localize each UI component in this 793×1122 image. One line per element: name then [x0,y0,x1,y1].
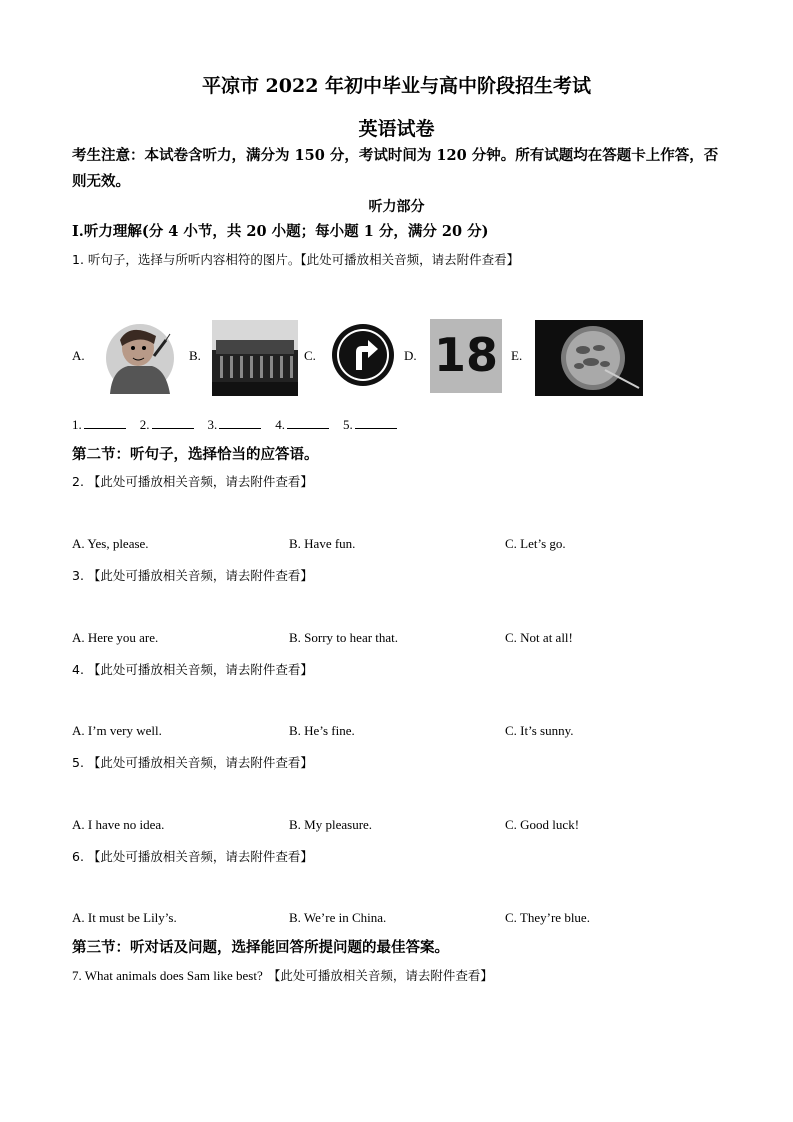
building-photo-icon [212,320,298,396]
picture-label-a: A. [72,348,85,363]
boy-with-injection-icon [100,318,178,394]
option-2c: C. Let’s go. [505,536,566,551]
question-2: 2. 【此处可播放相关音频，请去附件查看】 [72,474,313,489]
answer-blank-1[interactable] [84,416,126,429]
exam-notice: 考生注意：本试卷含听力，满分为 150 分，考试时间为 120 分钟。所有试题均在答题卡上作答，否则无效。 [72,147,719,190]
option-5b: B. My pleasure. [289,817,373,832]
picture-label-c: C. [304,348,316,363]
option-4a: A. I’m very well. [72,723,162,738]
answer-blank-5[interactable] [355,416,397,429]
option-6a: A. It must be Lily’s. [72,910,177,925]
picture-label-d: D. [404,348,417,363]
question-4: 4. 【此处可播放相关音频，请去附件查看】 [72,662,313,677]
picture-label-b: B. [189,348,201,363]
option-4c: C. It’s sunny. [505,723,574,738]
part-title: 听力部分 [368,199,425,215]
blank-label-1: 1. [72,417,82,432]
option-5a: A. I have no idea. [72,817,165,832]
question-7-audio: 【此处可播放相关音频，请去附件查看】 [267,968,493,983]
answer-blank-4[interactable] [287,416,329,429]
option-2a: A. Yes, please. [72,536,149,551]
option-3b: B. Sorry to hear that. [289,630,399,645]
option-6b: B. We’re in China. [289,910,387,925]
section1-title: I.听力理解(分 4 小节，共 20 小题；每小题 1 分，满分 20 分) [72,223,489,240]
number-18-sign-icon [430,319,502,393]
blank-label-2: 2. [139,417,150,432]
option-5c: C. Good luck! [505,817,580,832]
sign-number: 18 [433,328,498,382]
option-4b: B. He’s fine. [289,723,355,738]
question-5: 5. 【此处可播放相关音频，请去附件查看】 [72,755,313,770]
blank-label-4: 4. [275,417,285,432]
option-3c: C. Not at all! [505,630,573,645]
option-2b: B. Have fun. [289,536,356,551]
answer-blank-3[interactable] [219,416,261,429]
section3-title: 第三节：听对话及问题，选择能回答所提问题的最佳答案。 [72,939,449,956]
page-subtitle: 英语试卷 [358,118,435,140]
option-6c: C. They’re blue. [505,910,590,925]
question-6: 6. 【此处可播放相关音频，请去附件查看】 [72,849,313,864]
question-7-text: 7. What animals does Sam like best? [72,968,263,983]
picture-label-e: E. [511,348,523,363]
blank-label-3: 3. [207,417,218,432]
blank-label-5: 5. [343,417,353,432]
question-1: 1. 听句子，选择与所听内容相符的图片。【此处可播放相关音频，请去附件查看】 [72,252,520,267]
section2-title: 第二节：听句子，选择恰当的应答语。 [72,446,319,463]
turn-right-sign-icon [330,322,396,388]
question-7 [72,965,493,984]
answer-blanks [72,416,411,433]
answer-blank-2[interactable] [152,416,194,429]
question-3: 3. 【此处可播放相关音频，请去附件查看】 [72,568,313,583]
page-title: 平凉市 2022 年初中毕业与高中阶段招生考试 [201,75,592,97]
option-3a: A. Here you are. [72,630,159,645]
food-bowl-photo-icon [535,320,643,396]
